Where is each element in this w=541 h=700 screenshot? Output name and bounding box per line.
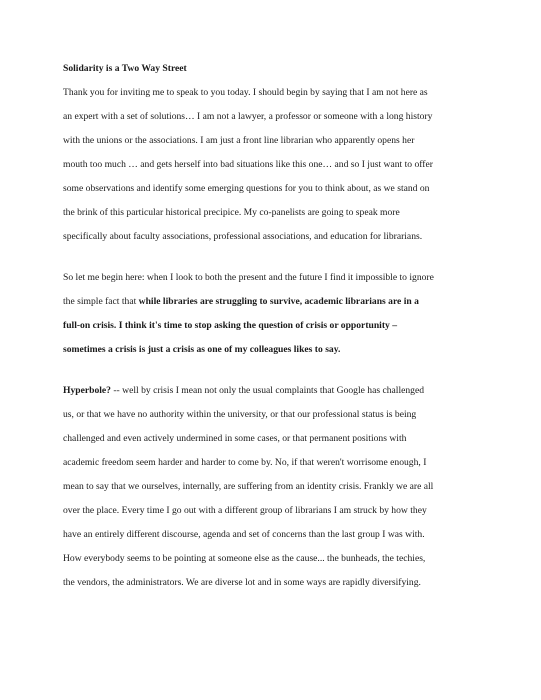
text-line: have an entirely different discourse, agenda and set of concerns than the last group I was with. [63, 529, 425, 540]
text-line-bold: sometimes a crisis is just a crisis as one of my colleagues likes to say. [63, 344, 341, 355]
text-line: the brink of this particular historical precipice. My co-panelists are going to speak more [63, 207, 400, 218]
document-body [63, 62, 483, 600]
text-line: mean to say that we ourselves, internally, are suffering from an identity crisis. Frankly we are all [63, 481, 434, 492]
text-line-bold: full-on crisis. I think it's time to stop asking the question of crisis or opportunity – [63, 320, 398, 331]
text-line: specifically about faculty associations, professional associations, and education for librarians. [63, 231, 423, 242]
text-line: some observations and identify some emerging questions for you to think about, as we stand on [63, 183, 430, 194]
text-bold: Hyperbole? [63, 385, 111, 396]
paragraph-hyperbole [63, 384, 483, 600]
text-line: Thank you for inviting me to speak to you today. I should begin by saying that I am not here as [63, 87, 428, 98]
text-plain: the simple fact that [63, 296, 139, 307]
paragraph-crisis [63, 271, 483, 367]
paragraph-spacer [63, 254, 483, 271]
paragraph-spacer [63, 367, 483, 384]
text-line: academic freedom seem harder and harder to come by. No, if that weren't worrisome enough, I [63, 457, 427, 468]
text-line: with the unions or the associations. I am just a front line librarian who apparently opens her [63, 135, 415, 146]
text-line [63, 295, 483, 319]
text-line: an expert with a set of solutions… I am not a lawyer, a professor or someone with a long history [63, 111, 433, 122]
text-line: over the place. Every time I go out with a different group of librarians I am struck by how they [63, 505, 427, 516]
document-title: Solidarity is a Two Way Street [63, 63, 187, 74]
text-line: us, or that we have no authority within the university, or that our professional status is being [63, 409, 417, 420]
text-bold: while libraries are struggling to survive, academic librarians are in a [138, 296, 419, 307]
text-line: the vendors, the administrators. We are diverse lot and in some ways are rapidly diversifying. [63, 577, 421, 588]
text-line [63, 384, 483, 408]
text-line: So let me begin here: when I look to both the present and the future I find it impossible to ignore [63, 272, 434, 283]
text-line: How everybody seems to be pointing at someone else as the cause... the bunheads, the techies, [63, 553, 426, 564]
text-line: mouth too much … and gets herself into bad situations like this one… and so I just want to offer [63, 159, 433, 170]
text-line: challenged and even actively undermined in some cases, or that permanent positions with [63, 433, 407, 444]
text-plain: -- well by crisis I mean not only the usual complaints that Google has challenged [110, 385, 425, 396]
paragraph-intro [63, 86, 483, 254]
